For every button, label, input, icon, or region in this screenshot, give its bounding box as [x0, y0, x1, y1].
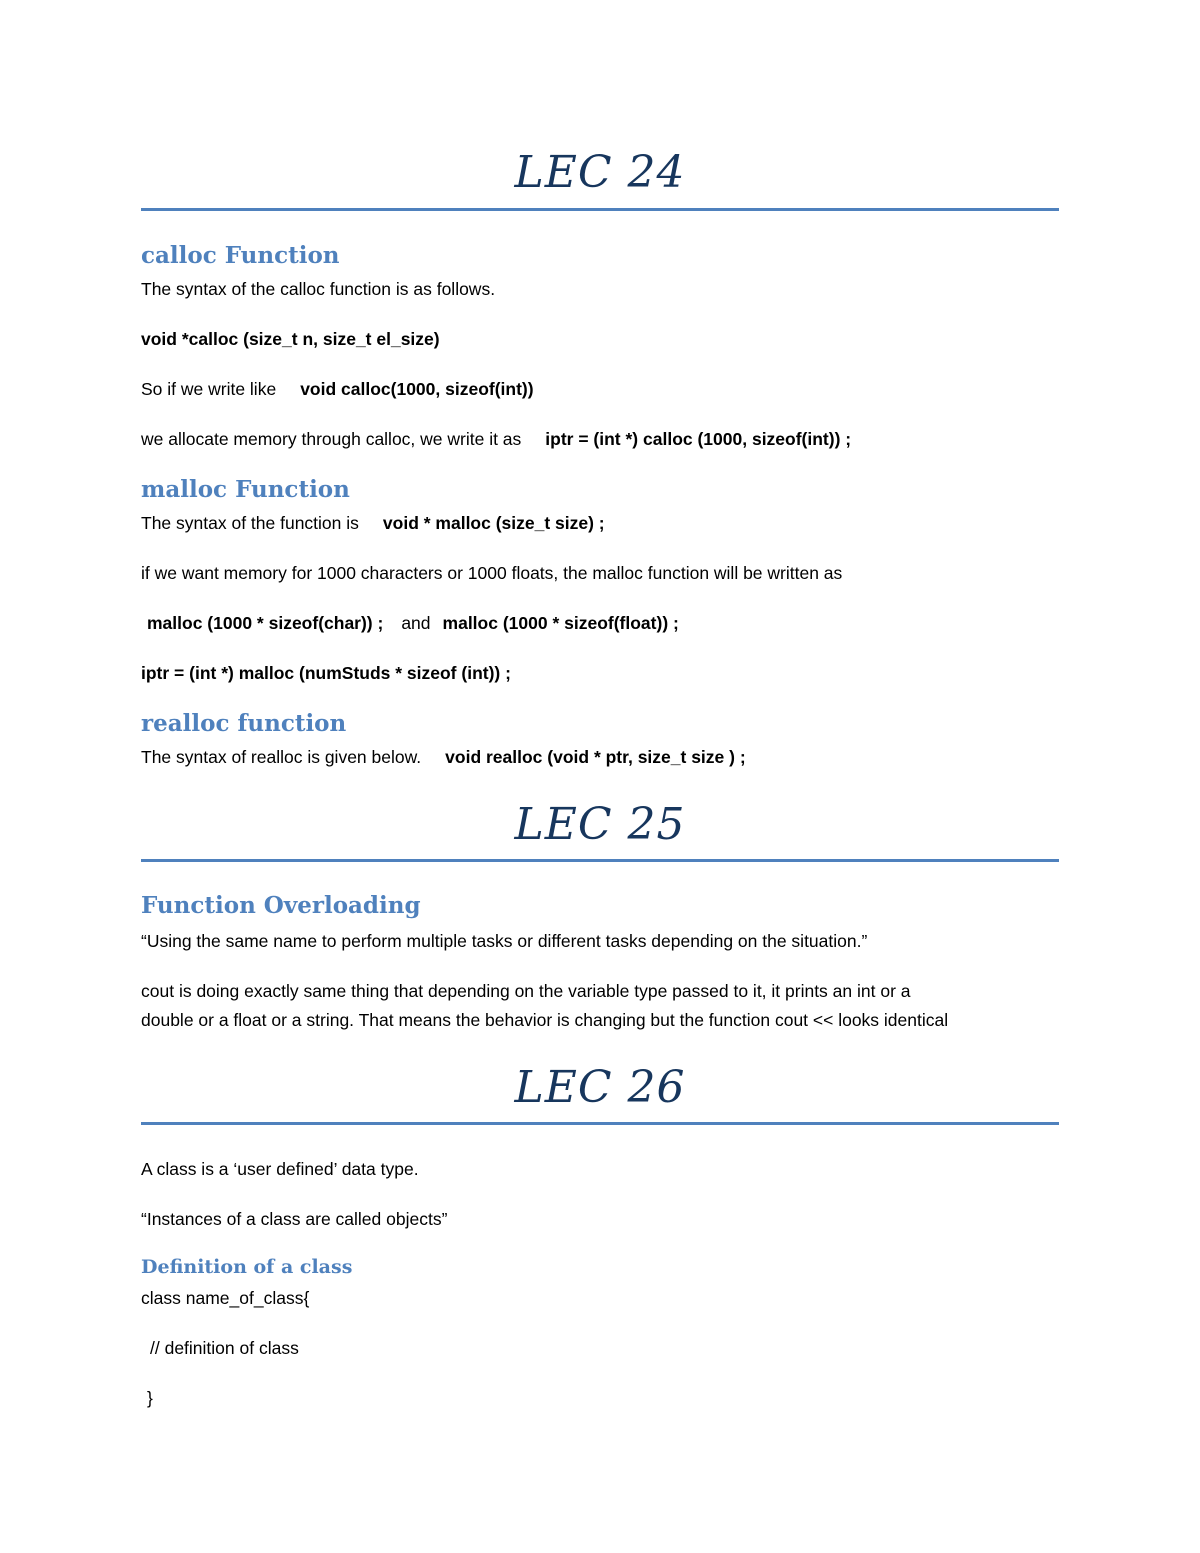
calloc-heading: calloc Function	[141, 242, 340, 269]
class-open-line: class name_of_class{	[141, 1288, 310, 1308]
lec24-rule	[141, 208, 1059, 211]
malloc-heading: malloc Function	[141, 476, 350, 503]
class-definition-text: A class is a ‘user defined’ data type.	[141, 1159, 419, 1179]
malloc-want: if we want memory for 1000 characters or 1000 floats, the malloc function will be written as	[141, 563, 843, 583]
calloc-example-lead: So if we write like	[141, 379, 277, 399]
lec26-title: LEC 26	[514, 1062, 686, 1113]
instances-quote: “Instances of a class are called objects”	[141, 1209, 448, 1229]
calloc-prototype: void *calloc (size_t n, size_t el_size)	[141, 329, 440, 349]
lec26-rule	[141, 1122, 1059, 1125]
calloc-alloc-line	[141, 427, 851, 451]
calloc-example-line	[141, 377, 534, 401]
realloc-syntax-line	[141, 745, 746, 769]
calloc-alloc-code: iptr = (int *) calloc (1000, sizeof(int)) ;	[545, 429, 852, 449]
definition-heading: Definition of a class	[141, 1256, 353, 1278]
cout-line-2: double or a float or a string. That means the behavior is changing but the function cout << looks identical	[141, 1010, 949, 1030]
cout-line-1: cout is doing exactly same thing that depending on the variable type passed to it, it prints an int or a	[141, 981, 911, 1001]
malloc-examples-line	[147, 611, 679, 635]
calloc-example-code: void calloc(1000, sizeof(int))	[300, 379, 534, 399]
malloc-syntax-line	[141, 511, 605, 535]
lec24-title: LEC 24	[514, 147, 686, 198]
malloc-and: and	[401, 613, 431, 633]
malloc-syntax-code: void * malloc (size_t size) ;	[382, 513, 605, 533]
calloc-alloc-lead: we allocate memory through calloc, we write it as	[141, 429, 522, 449]
calloc-syntax-intro: The syntax of the calloc function is as follows.	[141, 279, 496, 299]
malloc-char-code: malloc (1000 * sizeof(char)) ;	[147, 613, 384, 633]
realloc-syntax-code: void realloc (void * ptr, size_t size ) ;	[445, 747, 746, 767]
lec25-title: LEC 25	[514, 799, 686, 850]
overloading-quote: “Using the same name to perform multiple tasks or different tasks depending on the situation.”	[141, 931, 868, 951]
lec25-rule	[141, 859, 1059, 862]
realloc-syntax-lead: The syntax of realloc is given below.	[141, 747, 422, 767]
malloc-iptr-code: iptr = (int *) malloc (numStuds * sizeof (int)) ;	[141, 663, 511, 683]
realloc-heading: realloc function	[141, 710, 347, 737]
malloc-syntax-lead: The syntax of the function is	[141, 513, 359, 533]
malloc-float-code: malloc (1000 * sizeof(float)) ;	[442, 613, 679, 633]
overloading-heading: Function Overloading	[141, 892, 421, 919]
class-comment-line: // definition of class	[150, 1338, 299, 1358]
class-close-line: }	[147, 1388, 153, 1408]
